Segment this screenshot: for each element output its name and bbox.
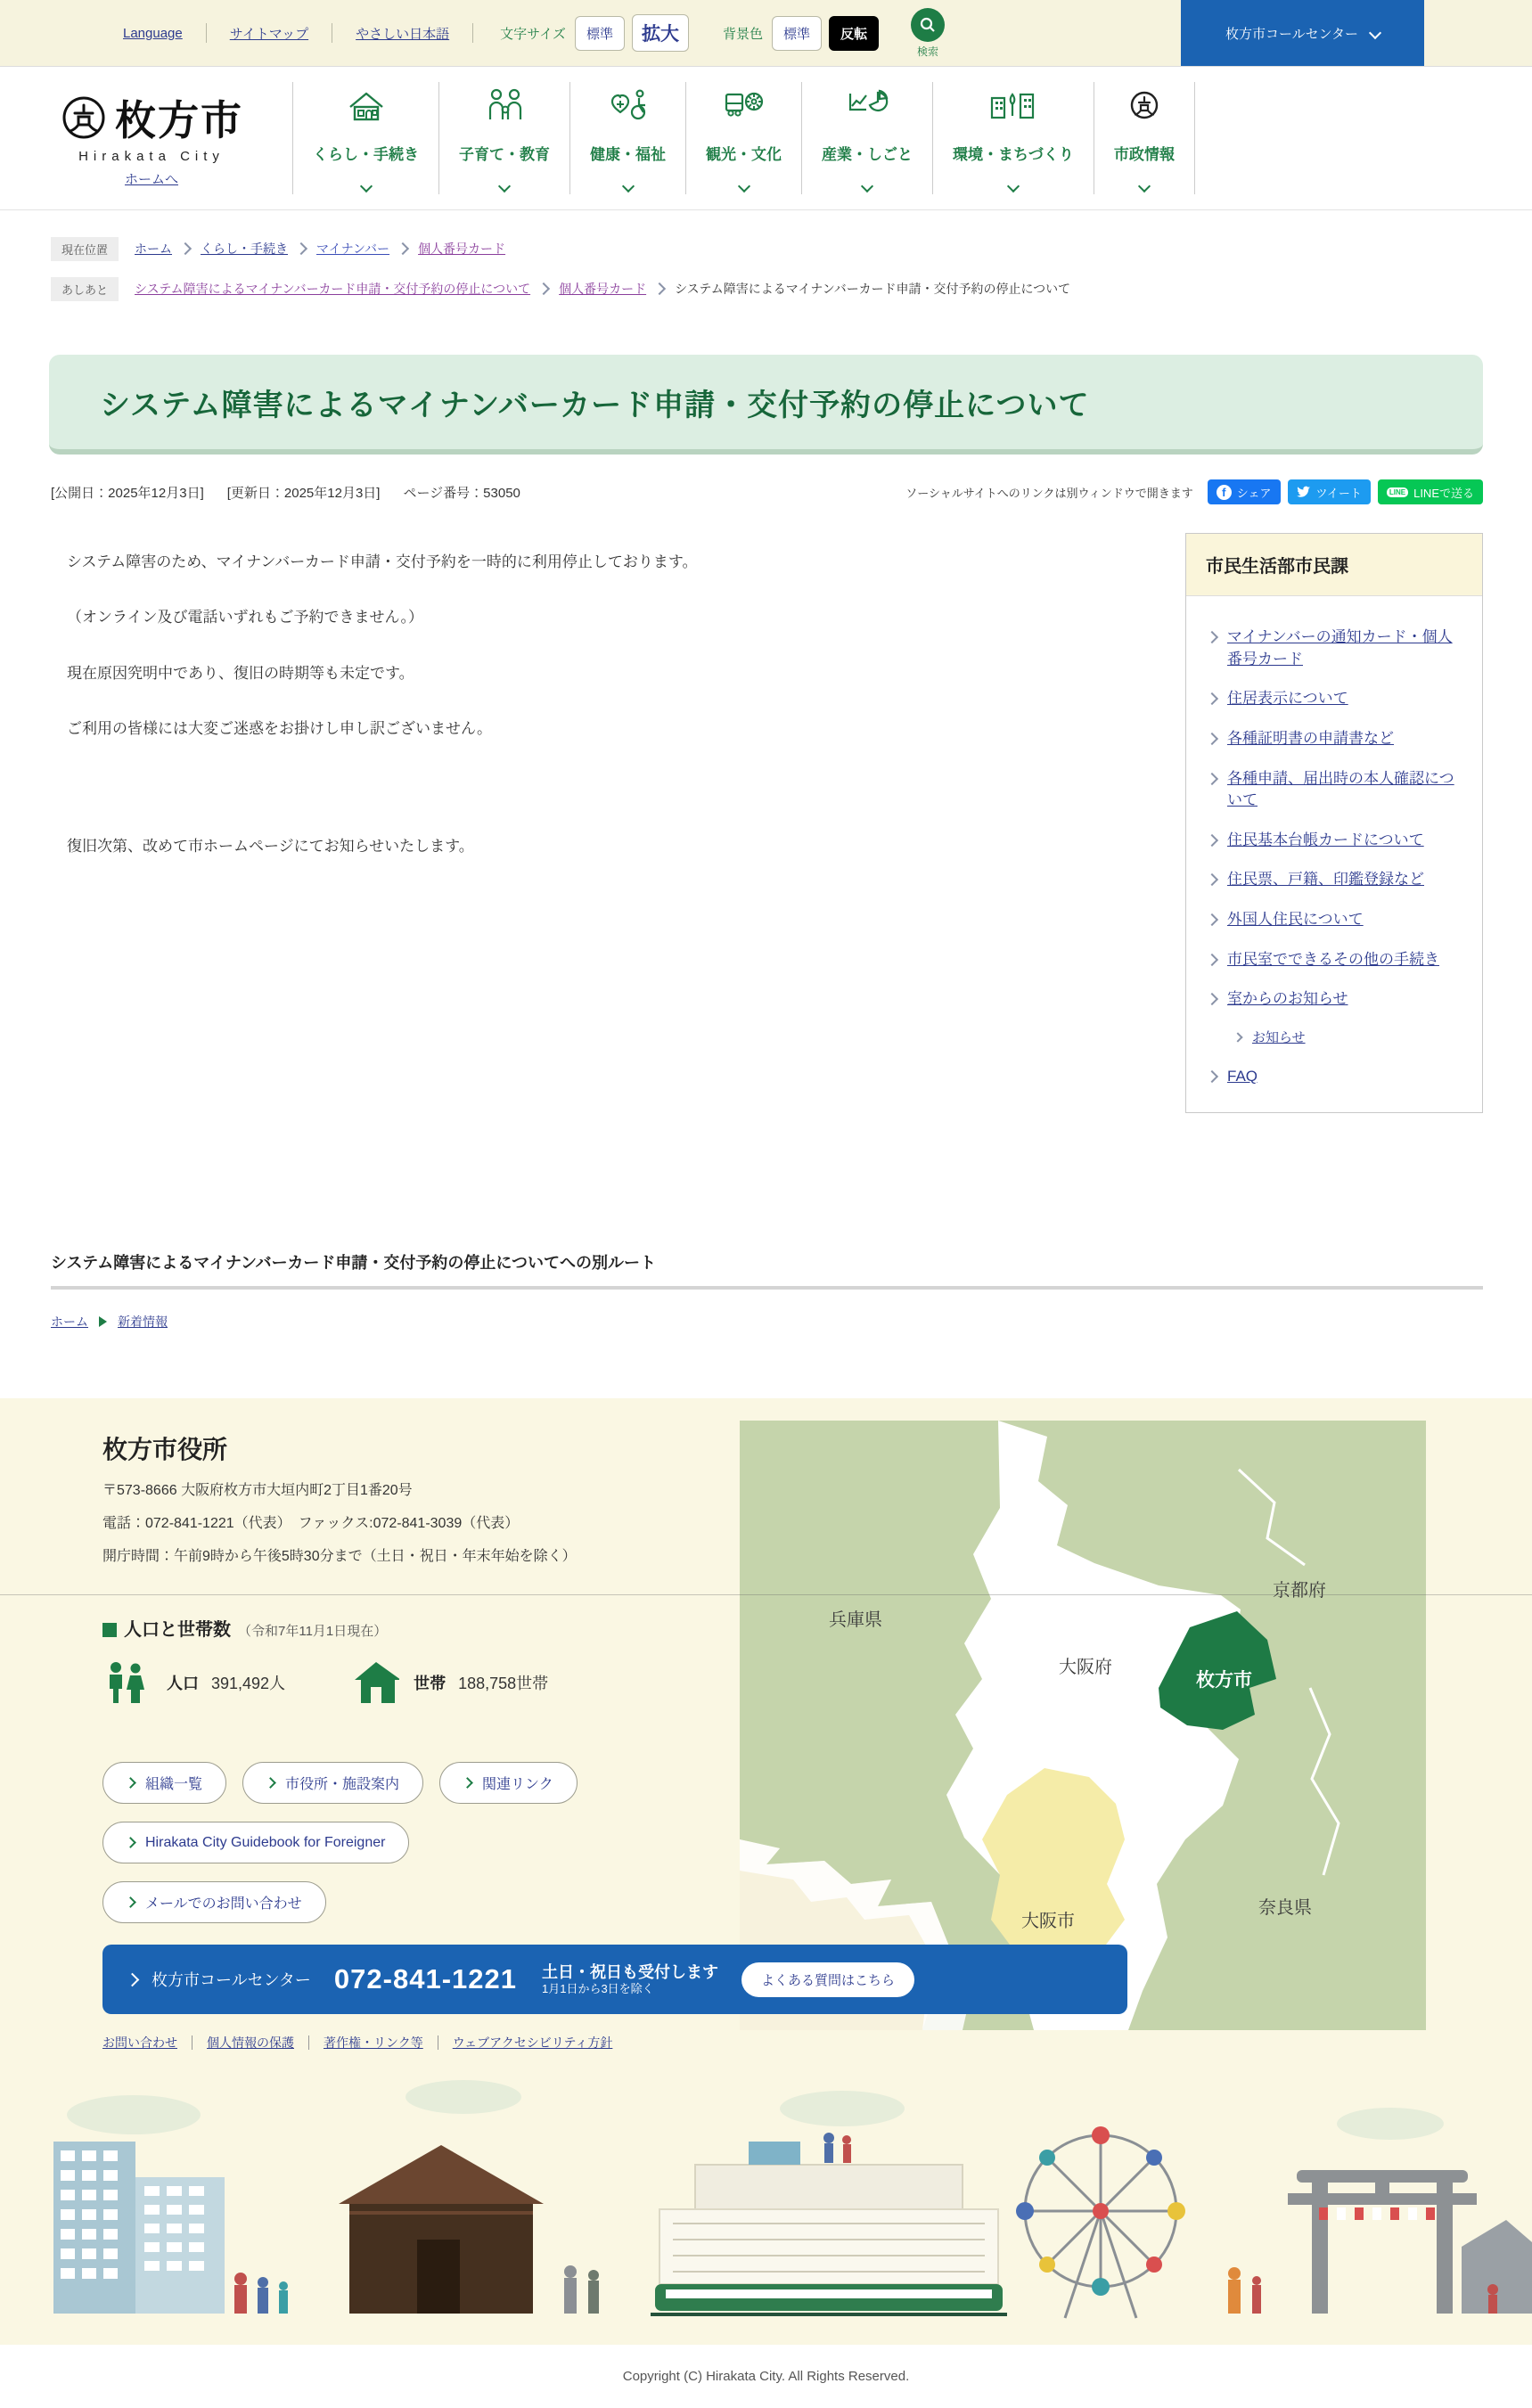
breadcrumb-trail <box>51 277 1532 301</box>
chevron-right-icon <box>653 283 666 295</box>
sidebar-item-faq[interactable]: FAQ <box>1208 1066 1464 1088</box>
family-icon <box>483 86 526 125</box>
trail-link-2[interactable]: 個人番号カード <box>559 282 647 296</box>
divider <box>192 2035 193 2050</box>
chevron-down-icon <box>1138 180 1151 192</box>
guidebook-button[interactable]: Hirakata City Guidebook for Foreigner <box>102 1822 409 1863</box>
chevron-right-icon <box>397 242 409 255</box>
main-content <box>51 533 1483 1192</box>
copyright-policy-link[interactable]: 著作権・リンク等 <box>324 2035 423 2050</box>
article-body <box>51 533 1185 891</box>
nav-item-sangyo[interactable] <box>801 82 932 194</box>
breadcrumb <box>0 210 1532 328</box>
sidebar-item[interactable]: 各種申請、届出時の本人確認について <box>1208 768 1464 812</box>
nav-item-kosodate[interactable] <box>438 82 569 194</box>
stats-title: 人口と世帯数 <box>124 1620 231 1640</box>
people-icon <box>102 1660 152 1705</box>
chevron-right-icon <box>1206 733 1218 745</box>
population-stats <box>102 1615 1136 1705</box>
population-label: 人口 <box>167 1675 199 1692</box>
trail-link-1[interactable]: システム障害によるマイナンバーカード申請・交付予約の停止について <box>135 282 531 296</box>
site-footer <box>0 1398 1532 2060</box>
sidebar-item[interactable]: 各種証明書の申請書など <box>1208 728 1464 750</box>
chevron-right-icon <box>537 283 550 295</box>
footer-links <box>102 2034 1136 2052</box>
facebook-icon: f <box>1217 485 1232 500</box>
chevron-down-icon <box>359 180 372 192</box>
nav-label: 健康・福祉 <box>590 145 666 163</box>
chevron-right-icon <box>1206 873 1218 886</box>
call-center-tel: 072-841-1221 <box>333 1963 517 1994</box>
chevron-right-icon <box>1206 772 1218 784</box>
office-address: 〒573-8666 大阪府枚方市大垣内町2丁目1番20号 <box>102 1483 413 1498</box>
alt-route-heading: システム障害によるマイナンバーカード申請・交付予約の停止についてへの別ルート <box>51 1254 656 1272</box>
breadcrumb-current <box>51 237 1532 261</box>
breadcrumb-current-tag: 現在位置 <box>51 237 119 261</box>
call-center-label: 枚方市コールセンター <box>1225 26 1359 42</box>
square-bullet-icon <box>102 1623 117 1637</box>
nav-label: 産業・しごと <box>822 145 913 163</box>
chevron-right-icon <box>1233 1032 1242 1042</box>
divider <box>0 1594 1532 1595</box>
paragraph: システム障害のため、マイナンバーカード申請・交付予約を一時的に利用停止しております。 <box>67 553 698 570</box>
breadcrumb-link-kojinbango[interactable]: 個人番号カード <box>418 242 506 256</box>
map-label-hyogo: 兵庫県 <box>829 1610 882 1630</box>
line-icon: LINE <box>1387 487 1408 497</box>
font-size-standard-button[interactable]: 標準 <box>575 16 625 51</box>
easy-japanese-link[interactable]: やさしい日本語 <box>356 26 450 42</box>
nav-item-shisei[interactable] <box>1094 82 1195 194</box>
social-note: ソーシャルサイトへのリンクは別ウィンドウで開きます <box>905 486 1193 500</box>
updated-date: [更新日：2025年12月3日] <box>226 485 381 501</box>
chevron-right-icon <box>125 1896 136 1908</box>
office-guide-button[interactable]: 市役所・施設案内 <box>242 1762 423 1804</box>
chevron-down-icon <box>1369 27 1381 39</box>
site-title-en: Hirakata City <box>78 149 225 164</box>
household-label: 世帯 <box>414 1675 446 1692</box>
sidebar-item[interactable]: 外国人住民について <box>1208 909 1464 931</box>
sitemap-link[interactable]: サイトマップ <box>229 26 309 42</box>
site-title: 枚方市 <box>115 97 243 143</box>
chevron-right-icon <box>1206 913 1218 926</box>
faq-button[interactable]: よくある質問はこちら <box>741 1962 914 1997</box>
accessibility-link[interactable]: ウェブアクセシビリティ方針 <box>452 2035 613 2050</box>
font-size-label: 文字サイズ <box>500 26 566 42</box>
chevron-right-icon <box>1206 631 1218 643</box>
population-value: 391,492人 <box>211 1675 286 1692</box>
arrow-right-icon <box>99 1316 107 1327</box>
chevron-right-icon <box>462 1777 473 1789</box>
utility-bar <box>0 0 1532 67</box>
breadcrumb-trail-tag: あしあと <box>51 277 119 301</box>
background-color-control <box>723 16 886 51</box>
house-icon <box>345 86 388 125</box>
sidebar-item[interactable]: 市民室でできるその他の手続き <box>1208 949 1464 971</box>
chevron-right-icon <box>179 242 192 255</box>
industry-icon <box>846 86 889 125</box>
city-environment-icon <box>988 86 1038 125</box>
global-navigation <box>292 82 1195 194</box>
office-hours: 開庁時間：午前9時から午後5時30分まで（土日・祝日・年末年始を除く） <box>102 1549 577 1564</box>
chevron-right-icon <box>125 1837 136 1848</box>
chevron-down-icon <box>737 180 750 192</box>
org-list-button[interactable]: 組織一覧 <box>102 1762 226 1804</box>
sidebar-item[interactable]: 住民票、戸籍、印鑑登録など <box>1208 869 1464 891</box>
nav-item-kanko[interactable] <box>685 82 801 194</box>
chevron-down-icon <box>861 180 873 192</box>
city-office-name: 枚方市役所 <box>102 1436 228 1463</box>
related-links-button[interactable]: 関連リンク <box>439 1762 578 1804</box>
chevron-right-icon <box>125 1777 136 1789</box>
published-date: [公開日：2025年12月3日] <box>51 485 204 501</box>
sidebar-item[interactable]: マイナンバーの通知カード・個人番号カード <box>1208 627 1464 670</box>
site-header <box>0 67 1532 210</box>
chevron-right-icon <box>1206 834 1218 847</box>
chevron-right-icon <box>1206 1070 1218 1083</box>
font-size-control <box>500 14 696 52</box>
bg-invert-button[interactable]: 反転 <box>829 16 879 51</box>
utility-links <box>100 23 473 43</box>
paragraph: 現在原因究明中であり、復旧の時期等も未定です。 <box>67 664 414 682</box>
nav-item-kurashi[interactable] <box>292 82 438 194</box>
search-button[interactable] <box>911 8 945 59</box>
household-value: 188,758世帯 <box>458 1675 549 1692</box>
chevron-right-icon <box>295 242 307 255</box>
facebook-share-button[interactable]: f シェア <box>1208 479 1281 504</box>
office-tel-fax: 電話：072-841-1221（代表） ファックス:072-841-3039（代表） <box>102 1516 520 1531</box>
twitter-share-button[interactable]: ツイート <box>1288 479 1371 504</box>
divider <box>51 1286 1483 1290</box>
health-welfare-icon <box>607 86 650 125</box>
nav-label: 観光・文化 <box>706 145 782 163</box>
department-sidebar <box>1185 533 1483 1113</box>
page-title-band <box>49 355 1483 455</box>
footer-illustration <box>0 2060 1532 2345</box>
home-link[interactable]: ホームへ <box>124 172 178 187</box>
call-center-notes: 土日・祝日も受付します 1月1日から3日を除く <box>541 1962 718 1996</box>
article-meta <box>51 479 1483 504</box>
alt-route-home-link[interactable]: ホーム <box>51 1315 88 1329</box>
nav-item-kankyo[interactable] <box>932 82 1094 194</box>
divider <box>308 2035 309 2050</box>
breadcrumb-link-kurashi[interactable]: くらし・手続き <box>201 242 289 256</box>
search-icon <box>911 8 945 42</box>
font-size-large-button[interactable]: 拡大 <box>632 14 689 52</box>
sidebar-title: 市民生活部市民課 <box>1186 534 1482 596</box>
call-center-banner[interactable] <box>102 1945 1127 2014</box>
map-label-kyoto: 京都府 <box>1273 1581 1326 1601</box>
nav-label: 子育て・教育 <box>459 145 550 163</box>
map-label-osaka-pref: 大阪府 <box>1059 1658 1112 1677</box>
chevron-right-icon <box>126 1972 140 1986</box>
stats-note: （令和7年11月1日現在） <box>238 1624 388 1639</box>
nav-label: 市政情報 <box>1113 145 1175 163</box>
site-brand <box>27 88 276 188</box>
copyright-bar <box>0 2345 1532 2408</box>
sidebar-sub-item[interactable]: お知らせ <box>1234 1028 1464 1048</box>
chevron-right-icon <box>1206 993 1218 1005</box>
chevron-right-icon <box>1206 692 1218 705</box>
bg-standard-button[interactable]: 標準 <box>772 16 822 51</box>
contact-link[interactable]: お問い合わせ <box>102 2035 177 2050</box>
paragraph: 復旧次第、改めて市ホームページにてお知らせいたします。 <box>67 838 474 856</box>
alt-route-news-link[interactable]: 新着情報 <box>118 1315 168 1329</box>
bg-color-label: 背景色 <box>722 26 763 42</box>
search-label: 検索 <box>916 45 938 58</box>
chevron-down-icon <box>1007 180 1020 192</box>
hirakata-emblem-icon <box>1125 86 1164 125</box>
copyright-text: Copyright (C) Hirakata City. All Rights Reserved. <box>622 2369 910 2384</box>
paragraph: （オンライン及び電話いずれもご予約できません。） <box>67 609 424 627</box>
map-label-osaka-city: 大阪市 <box>1021 1912 1075 1931</box>
chevron-down-icon <box>498 180 511 192</box>
sidebar-item[interactable]: 室からのお知らせ <box>1208 988 1464 1011</box>
breadcrumb-link-home[interactable]: ホーム <box>135 242 173 256</box>
privacy-link[interactable]: 個人情報の保護 <box>207 2035 294 2050</box>
call-center-dropdown[interactable] <box>1181 0 1424 66</box>
twitter-icon <box>1297 486 1311 498</box>
sidebar-item[interactable]: 住民基本台帳カードについて <box>1208 830 1464 852</box>
line-share-button[interactable]: LINE LINEで送る <box>1378 479 1483 504</box>
page-title: システム障害によるマイナンバーカード申請・交付予約の停止について <box>100 388 1090 422</box>
chevron-down-icon <box>621 180 634 192</box>
hirakata-emblem-icon <box>60 94 108 142</box>
trail-current-page: システム障害によるマイナンバーカード申請・交付予約の停止について <box>675 282 1071 296</box>
sightseeing-icon <box>723 86 766 125</box>
chevron-right-icon <box>1206 954 1218 966</box>
sidebar-item[interactable]: 住居表示について <box>1208 688 1464 710</box>
chevron-right-icon <box>265 1777 276 1789</box>
nav-item-kenko[interactable] <box>569 82 685 194</box>
map-label-hirakata: 枚方市 <box>1196 1670 1252 1691</box>
household-icon <box>353 1660 399 1705</box>
spacer <box>67 773 1150 835</box>
call-center-name: 枚方市コールセンター <box>152 1971 311 1989</box>
alt-route-section <box>51 1250 1483 1331</box>
divider <box>472 23 473 43</box>
breadcrumb-link-mynumber[interactable]: マイナンバー <box>316 242 390 256</box>
nav-label: くらし・手続き <box>313 145 419 163</box>
nav-label: 環境・まちづくり <box>953 145 1074 163</box>
mail-inquiry-button[interactable]: メールでのお問い合わせ <box>102 1881 326 1923</box>
paragraph: ご利用の皆様には大変ご迷惑をお掛けし申し訳ございません。 <box>67 720 493 738</box>
language-link[interactable]: Language <box>123 25 183 41</box>
page-number: ページ番号：53050 <box>403 485 520 501</box>
map-label-nara: 奈良県 <box>1258 1898 1312 1918</box>
